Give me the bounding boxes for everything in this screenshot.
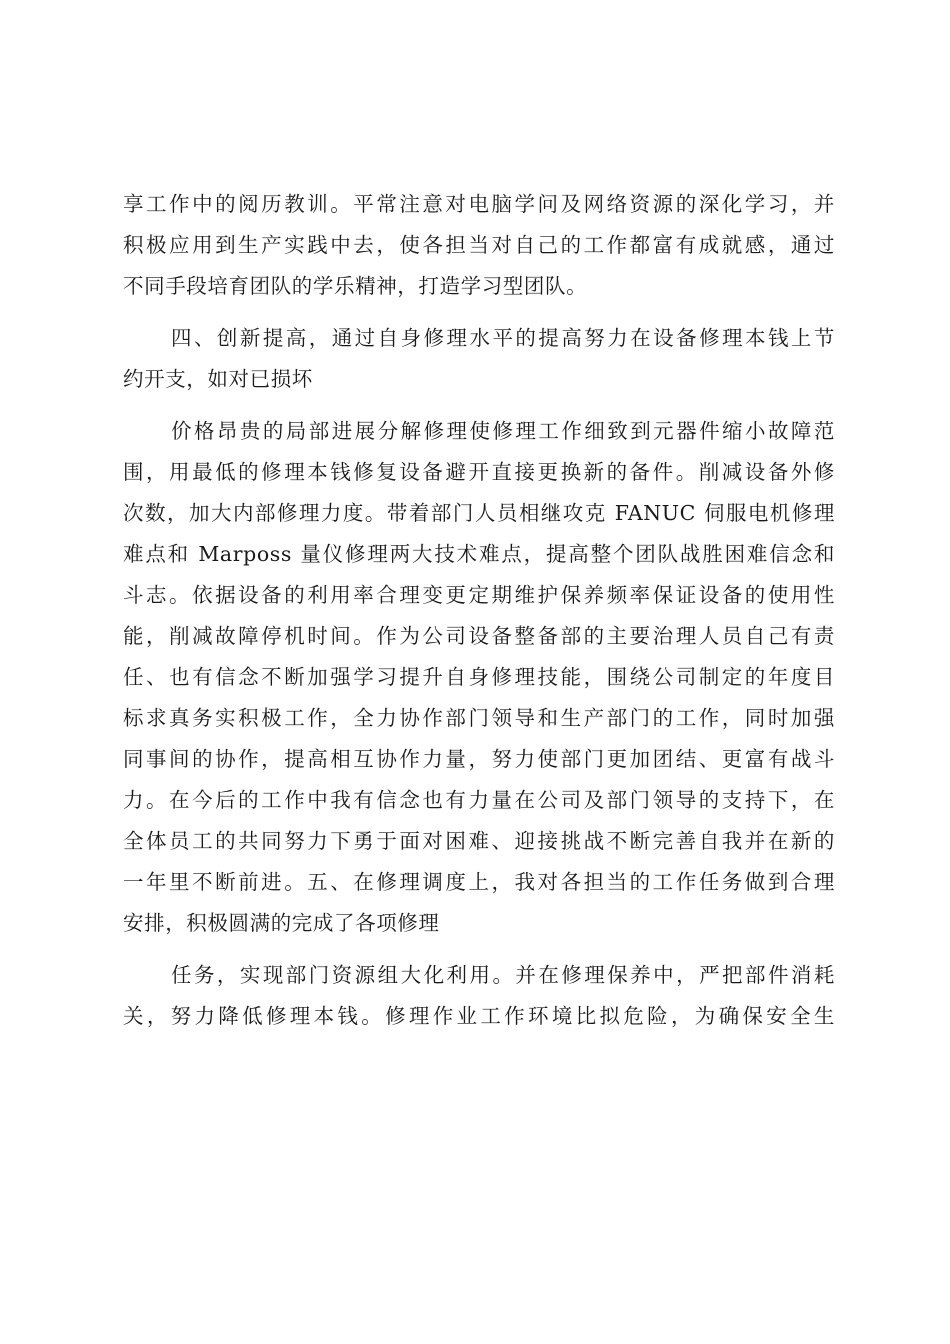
paragraph-3 (123, 411, 835, 944)
paragraph-line: 关，努力降低修理本钱。修理作业工作环境比拟危险，为确保安全生 (123, 1004, 835, 1028)
paragraph-line: 价格昂贵的局部进展分解修理使修理工作细致到元器件缩小故障范 (171, 419, 835, 443)
paragraph-4 (123, 955, 835, 1037)
paragraph-line: 全体员工的共同努力下勇于面对困难、迎接挑战不断完善自我并在新的 (123, 829, 835, 853)
paragraph-line: 一年里不断前进。五、在修理调度上，我对各担当的工作任务做到合理 (123, 870, 835, 894)
paragraph-line: 任务，实现部门资源组大化利用。并在修理保养中，严把部件消耗 (171, 963, 835, 987)
paragraph-line: 斗志。依据设备的利用率合理变更定期维护保养频率保证设备的使用性 (123, 583, 835, 607)
paragraph-1 (123, 184, 835, 307)
paragraph-line: 次数，加大内部修理力度。带着部门人员相继攻克 FANUC 伺服电机修理 (123, 501, 835, 525)
paragraph-line: 任、也有信念不断加强学习提升自身修理技能，围绕公司制定的年度目 (123, 665, 835, 689)
paragraph-line: 标求真务实积极工作，全力协作部门领导和生产部门的工作，同时加强 (123, 706, 835, 730)
paragraph-line: 能，削减故障停机时间。作为公司设备整备部的主要治理人员自己有责 (123, 624, 835, 648)
paragraph-line: 四、创新提高，通过自身修理水平的提高努力在设备修理本钱上节 (171, 326, 835, 350)
paragraph-2 (123, 318, 835, 400)
paragraph-line: 力。在今后的工作中我有信念也有力量在公司及部门领导的支持下，在 (123, 788, 835, 812)
paragraph-line: 围，用最低的修理本钱修复设备避开直接更换新的备件。削减设备外修 (123, 460, 835, 484)
paragraph-line: 难点和 Marposs 量仪修理两大技术难点，提高整个团队战胜困难信念和 (123, 542, 835, 566)
paragraph-line: 同事间的协作，提高相互协作力量，努力使部门更加团结、更富有战斗 (123, 747, 835, 771)
paragraph-line: 不同手段培育团队的学乐精神，打造学习型团队。 (123, 274, 588, 298)
paragraph-line: 约开支，如对已损坏 (123, 367, 313, 391)
document-body (123, 184, 835, 1037)
paragraph-line: 积极应用到生产实践中去，使各担当对自己的工作都富有成就感，通过 (123, 233, 835, 257)
paragraph-line: 安排，积极圆满的完成了各项修理 (123, 911, 440, 935)
paragraph-line: 享工作中的阅历教训。平常注意对电脑学问及网络资源的深化学习，并 (123, 192, 835, 216)
